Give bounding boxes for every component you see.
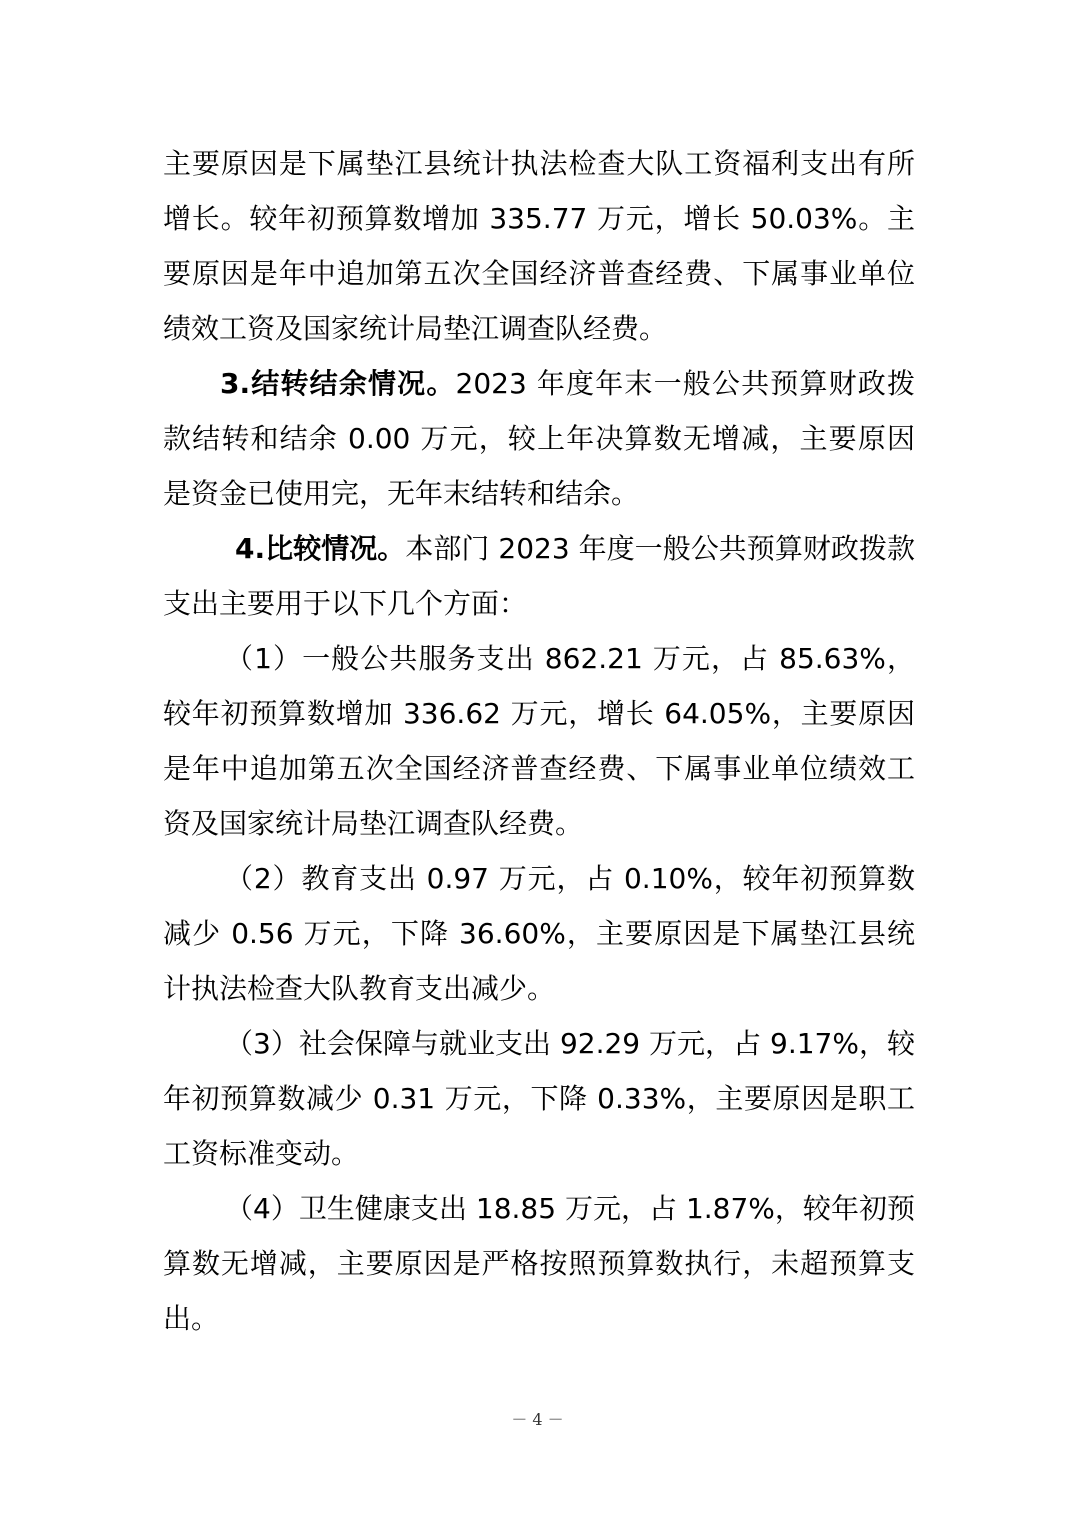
list-item-social-security: （3）社会保障与就业支出 92.29 万元，占 9.17%，较年初预算数减少 0.31 万元，下降 0.33%，主要原因是职工工资标准变动。 — [163, 1027, 915, 1170]
paragraph-expenditure-reason: 主要原因是下属垫江县统计执法检查大队工资福利支出有所增长。较年初预算数增加 335.77 万元，增长 50.03%。主要原因是年中追加第五次全国经济普查经费、下属事业单位绩效工资及国家统计局垫江调查队经费。 — [163, 147, 915, 345]
document-body — [163, 136, 915, 1346]
list-item-health: （4）卫生健康支出 18.85 万元，占 1.87%，较年初预算数无增减，主要原因是严格按照预算数执行，未超预算支出。 — [163, 1192, 915, 1335]
paragraph-comparison — [163, 521, 915, 631]
section-heading-carryover: 3.结转结余情况。 — [220, 367, 456, 400]
list-item-public-services: （1）一般公共服务支出 862.21 万元，占 85.63%，较年初预算数增加 336.62 万元，增长 64.05%，主要原因是年中追加第五次全国经济普查经费、下属事业单位绩效工资及国家统计局垫江调查队经费。 — [163, 642, 915, 840]
page-number: － 4 － — [511, 1410, 564, 1429]
list-item-education: （2）教育支出 0.97 万元，占 0.10%，较年初预算数减少 0.56 万元，下降 36.60%，主要原因是下属垫江县统计执法检查大队教育支出减少。 — [163, 862, 915, 1005]
section-heading-comparison: 4.比较情况。 — [235, 532, 406, 565]
paragraph-carryover — [163, 356, 915, 521]
paragraph-carryover-text: 2023 年度年末一般公共预算财政拨款结转和结余 0.00 万元，较上年决算数无增减，主要原因是资金已使用完，无年末结转和结余。 — [163, 367, 915, 510]
paragraph-comparison-text: 本部门 2023 年度一般公共预算财政拨款支出主要用于以下几个方面： — [163, 532, 915, 620]
